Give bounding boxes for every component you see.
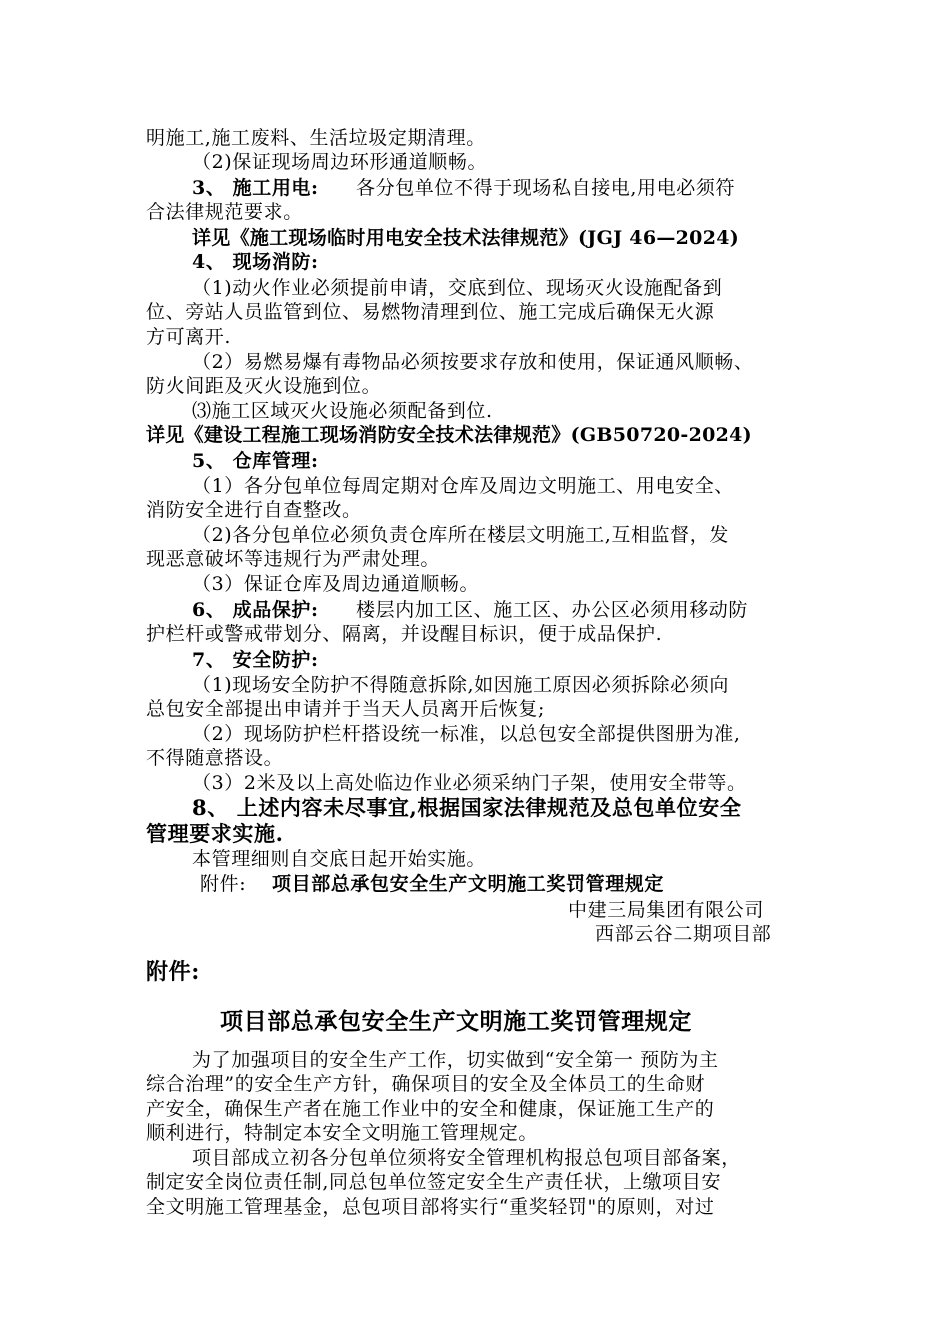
section-heading: 7、 安全防护:: [192, 649, 319, 671]
text-line: 产安全，确保生产者在施工作业中的安全和健康，保证施工生产的: [146, 1098, 715, 1120]
text-line: 为了加强项目的安全生产工作，切实做到“安全第一 预防为主: [192, 1049, 719, 1071]
text-line: 综合治理”的安全生产方针，确保项目的安全及全体员工的生命财: [146, 1073, 706, 1095]
text-line: 楼层内加工区、施工区、办公区必须用移动防: [356, 599, 749, 621]
signature-company: 中建三局集团有限公司: [568, 899, 765, 921]
section-heading: 8、 上述内容未尽事宜,根据国家法律规范及总包单位安全: [192, 795, 742, 820]
attachment-title: 项目部总承包安全生产文明施工奖罚管理规定: [272, 873, 665, 895]
text-line: （3）保证仓库及周边通道顺畅。: [192, 573, 480, 595]
text-line: 项目部成立初各分包单位须将安全管理机构报总包项目部备案，: [192, 1147, 741, 1169]
section-heading: 3、 施工用电:: [192, 177, 319, 199]
section-heading: 管理要求实施.: [146, 821, 284, 846]
text-line: 各分包单位不得于现场私自接电,用电必须符: [356, 177, 736, 199]
text-line: 方可离开.: [146, 326, 232, 348]
attachment-heading: 附件:: [146, 959, 200, 985]
text-line: 护栏杆或警戒带划分、隔离，并设醒目标识，便于成品保护.: [146, 623, 663, 645]
text-line: （1）各分包单位每周定期对仓库及周边文明施工、用电安全、: [192, 475, 734, 497]
text-line: （2)各分包单位必须负责仓库所在楼层文明施工,互相监督，发: [192, 524, 729, 546]
text-line: 全文明施工管理基金，总包项目部将实行“重奖轻罚"的原则，对过: [146, 1196, 715, 1218]
section-heading: 6、 成品保护:: [192, 599, 319, 621]
text-line: （2）现场防护栏杆搭设统一标准，以总包安全部提供图册为准,: [192, 723, 741, 745]
attachment-label: 附件:: [200, 873, 247, 895]
signature-department: 西部云谷二期项目部: [595, 923, 772, 945]
section-heading: 5、 仓库管理:: [192, 450, 319, 472]
text-line: （1)动火作业必须提前申请，交底到位、现场灭火设施配备到: [192, 277, 723, 299]
reference-line: 详见《建设工程施工现场消防安全技术法律规范》(GB50720-2024): [146, 424, 752, 446]
text-line: 防火间距及灭火设施到位。: [146, 375, 382, 397]
text-line: 顺利进行，特制定本安全文明施工管理规定。: [146, 1122, 539, 1144]
text-line: （2）易燃易爆有毒物品必须按要求存放和使用，保证通风顺畅、: [192, 351, 754, 373]
text-line: 本管理细则自交底日起开始实施。: [192, 848, 487, 870]
text-line: 总包安全部提出申请并于当天人员离开后恢复;: [146, 698, 546, 720]
text-line: 消防安全进行自查整改。: [146, 499, 362, 521]
text-line: 现恶意破坏等违规行为严肃处理。: [146, 548, 441, 570]
text-line: （1)现场安全防护不得随意拆除,如因施工原因必须拆除必须向: [192, 674, 729, 696]
text-line: （3）2米及以上高处临边作业必须采纳门子架，使用安全带等。: [192, 772, 747, 794]
text-line: 明施工,施工废料、生活垃圾定期清理。: [146, 127, 486, 149]
text-line: 不得随意搭设。: [146, 747, 284, 769]
text-line: ⑶施工区域灭火设施必须配备到位.: [192, 400, 493, 422]
text-line: （2)保证现场周边环形通道顺畅。: [192, 151, 488, 173]
document-title: 项目部总承包安全生产文明施工奖罚管理规定: [220, 1008, 692, 1035]
section-heading: 4、 现场消防:: [192, 251, 319, 273]
reference-line: 详见《施工现场临时用电安全技术法律规范》(JGJ 46—2024): [192, 227, 740, 249]
text-line: 制定安全岗位责任制,同总包单位签定安全生产责任状，上缴项目安: [146, 1171, 722, 1193]
text-line: 位、旁站人员监管到位、易燃物清理到位、施工完成后确保无火源: [146, 301, 715, 323]
text-line: 合法律规范要求。: [146, 201, 303, 223]
